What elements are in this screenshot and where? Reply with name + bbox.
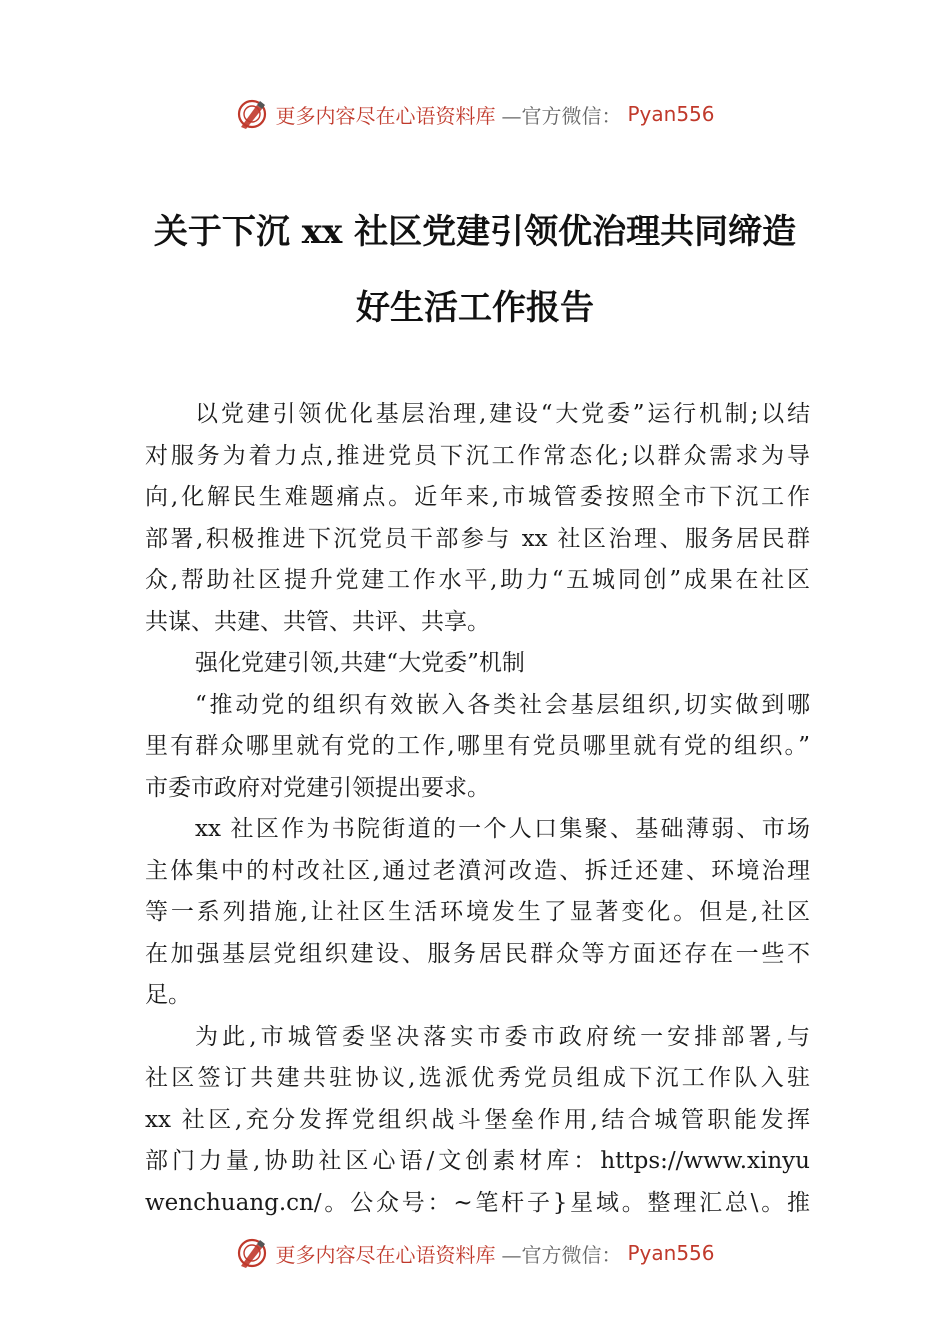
body-line: “推动党的组织有效嵌入各类社会基层组织,切实做到哪 xyxy=(195,691,810,718)
body-line: 共谋、共建、共管、共评、共享。 xyxy=(145,608,490,635)
banner-wechat-id: Pyan556 xyxy=(627,102,715,126)
body-line: 在加强基层党组织建设、服务居民群众等方面还存在一些不 xyxy=(145,940,810,967)
body-line: 向,化解民生难题痛点。近年来,市城管委按照全市下沉工作 xyxy=(145,484,810,510)
body-line: 以党建引领优化基层治理,建设“大党委”运行机制;以结 xyxy=(195,401,810,427)
document-body xyxy=(145,394,810,1224)
body-line: 等一系列措施,让社区生活环境发生了显著变化。但是,社区 xyxy=(145,899,810,925)
document-title-line-1: 关于下沉 xx 社区党建引领优治理共同缔造 xyxy=(153,212,797,252)
document-title-line-2: 好生活工作报告 xyxy=(356,288,594,328)
body-line: wenchuang.cn/。公众号：~笔杆子}星域。整理汇总\。推 xyxy=(145,1189,810,1216)
footer-watermark-banner xyxy=(0,1233,950,1273)
body-line: 社区签订共建共驻协议,选派优秀党员组成下沉工作队入驻 xyxy=(145,1065,810,1091)
body-line: xx 社区作为书院街道的一个人口集聚、基础薄弱、市场 xyxy=(195,816,810,842)
body-line: 众,帮助社区提升党建工作水平,助力“五城同创”成果在社区 xyxy=(145,567,810,593)
pen-logo-icon xyxy=(235,1236,269,1270)
body-line: 市委市政府对党建引领提出要求。 xyxy=(145,774,490,801)
banner-separator-text: —官方微信： xyxy=(501,1242,622,1267)
body-line: xx 社区,充分发挥党组织战斗堡垒作用,结合城管职能发挥 xyxy=(145,1106,810,1133)
body-line: 里有群众哪里就有党的工作,哪里有党员哪里就有党的组织。” xyxy=(145,733,810,759)
header-watermark-banner xyxy=(0,94,950,134)
body-line: 主体集中的村改社区,通过老濆河改造、拆迁还建、环境治理 xyxy=(145,857,810,884)
body-line: 足。 xyxy=(145,982,191,1008)
pen-logo-icon xyxy=(235,97,269,131)
body-line: 为此,市城管委坚决落实市委市政府统一安排部署,与 xyxy=(195,1023,810,1050)
banner-main-text: 更多内容尽在心语资料库 xyxy=(275,1242,496,1267)
banner-main-text: 更多内容尽在心语资料库 xyxy=(275,103,496,128)
section-heading: 强化党建引领,共建“大党委”机制 xyxy=(195,650,525,676)
body-line: 部门力量,协助社区心语/文创素材库：https://www.xinyu xyxy=(145,1148,810,1174)
body-line: 对服务为着力点,推进党员下沉工作常态化;以群众需求为导 xyxy=(145,442,810,469)
body-line: 部署,积极推进下沉党员干部参与 xx 社区治理、服务居民群 xyxy=(145,525,810,552)
banner-wechat-id: Pyan556 xyxy=(627,1241,715,1265)
banner-separator-text: —官方微信： xyxy=(501,103,622,128)
